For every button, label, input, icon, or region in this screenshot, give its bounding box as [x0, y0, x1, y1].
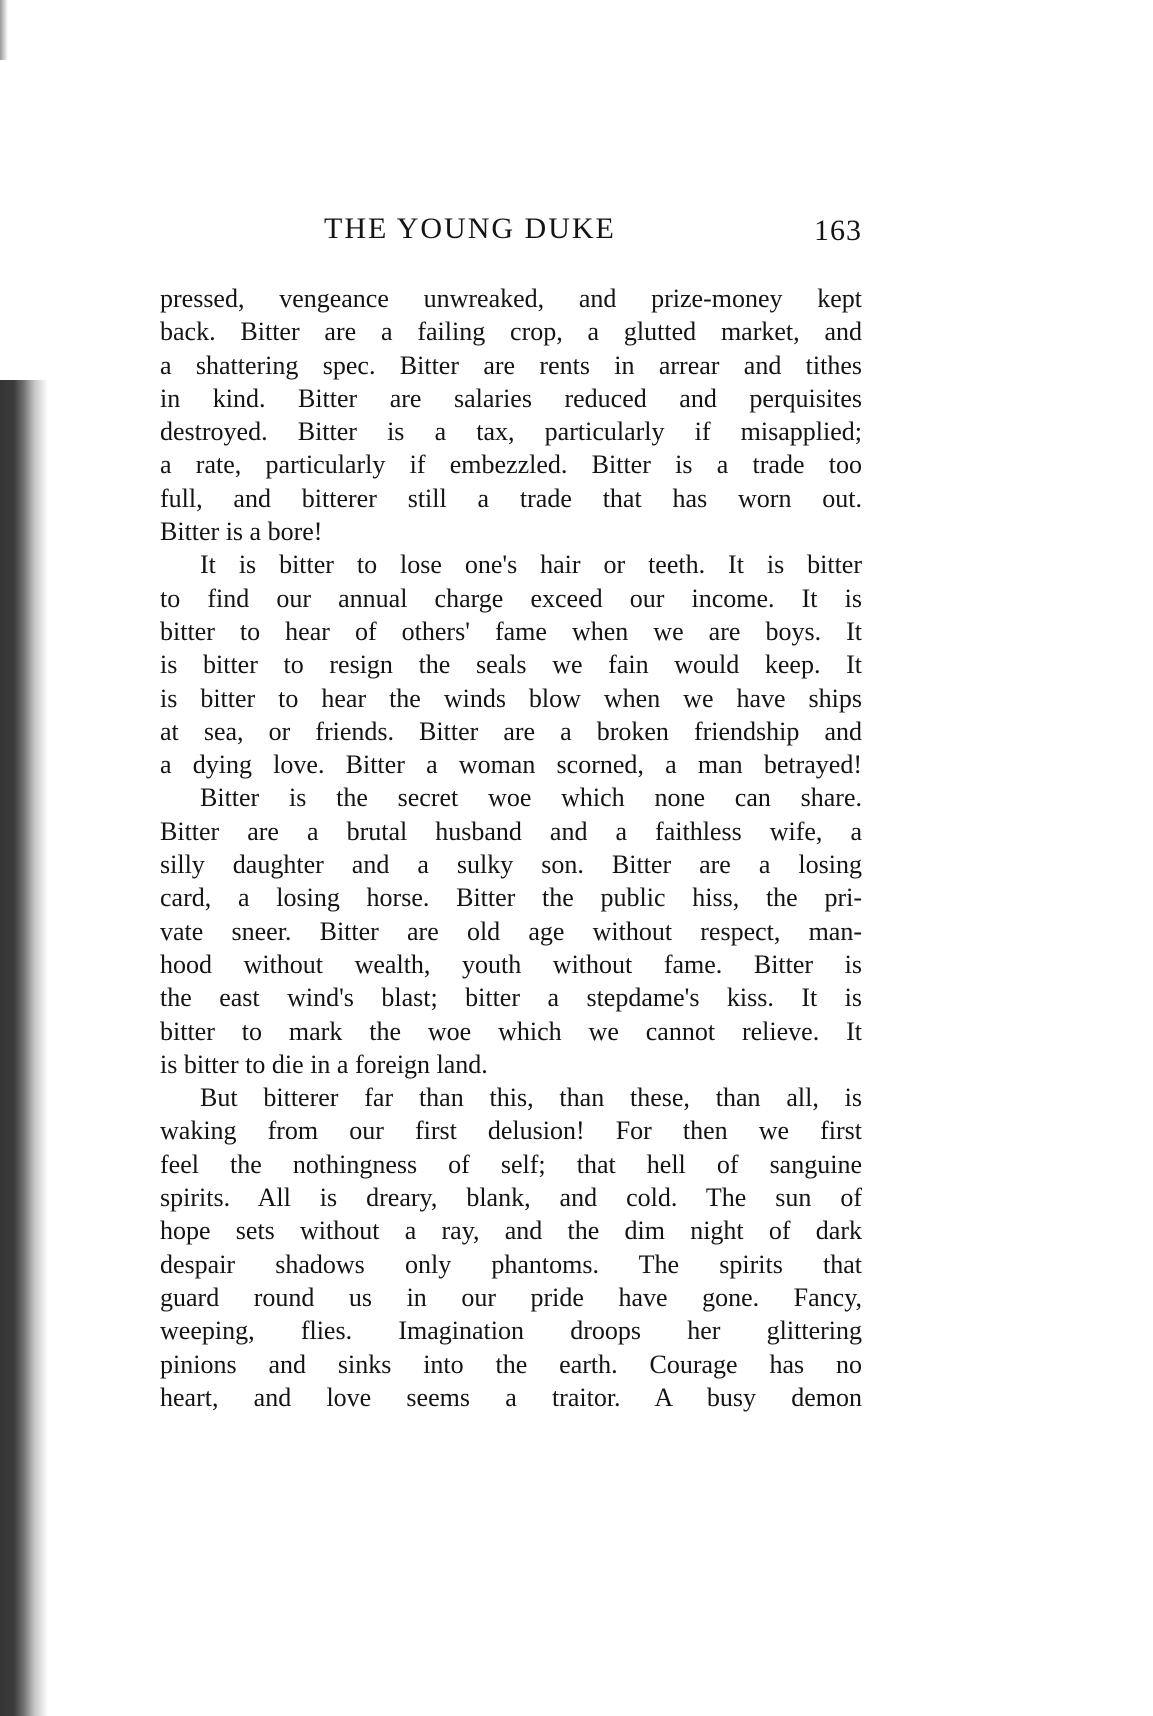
- text-line: Bitter is a bore!: [160, 517, 323, 547]
- text-line: waking from our first delusion! For then we first: [160, 1116, 862, 1146]
- text-line: heart, and love seems a traitor. A busy demon: [160, 1382, 862, 1412]
- text-line: weeping, flies. Imagination droops her glittering: [160, 1316, 862, 1346]
- page-number: 163: [814, 214, 862, 247]
- text-line: a shattering spec. Bitter are rents in arrear and tithes: [160, 350, 862, 380]
- text-line: guard round us in our pride have gone. Fancy,: [160, 1282, 862, 1312]
- text-line: spirits. All is dreary, blank, and cold. The sun of: [160, 1183, 862, 1213]
- text-line: full, and bitterer still a trade that has worn out.: [160, 483, 862, 513]
- text-line: despair shadows only phantoms. The spirits that: [160, 1249, 862, 1279]
- text-line: is bitter to resign the seals we fain would keep. It: [160, 650, 862, 680]
- text-line: to find our annual charge exceed our income. It is: [160, 583, 862, 613]
- text-line: back. Bitter are a failing crop, a glutted market, and: [160, 317, 862, 347]
- text-line: in kind. Bitter are salaries reduced and perquisites: [160, 383, 862, 413]
- text-line: the east wind's blast; bitter a stepdame's kiss. It is: [160, 983, 862, 1013]
- text-line: is bitter to die in a foreign land.: [160, 1049, 488, 1079]
- page-binding-shadow: [0, 380, 48, 1716]
- text-line: a dying love. Bitter a woman scorned, a man betrayed!: [160, 750, 862, 780]
- text-line: hope sets without a ray, and the dim night of dark: [160, 1216, 862, 1246]
- text-line: bitter to hear of others' fame when we are boys. It: [160, 616, 862, 646]
- text-line: hood without wealth, youth without fame. Bitter is: [160, 949, 862, 979]
- text-line: pressed, vengeance unwreaked, and prize-money kept: [160, 284, 862, 313]
- paragraph-start-line: But bitterer far than this, than these, than all, is: [200, 1083, 862, 1113]
- text-line: Bitter are a brutal husband and a faithless wife, a: [160, 816, 862, 846]
- text-line: at sea, or friends. Bitter are a broken friendship and: [160, 716, 862, 746]
- text-line: vate sneer. Bitter are old age without respect, man-: [160, 916, 862, 946]
- paragraph-start-line: It is bitter to lose one's hair or teeth. It is bitter: [200, 550, 862, 580]
- text-line: silly daughter and a sulky son. Bitter are a losing: [160, 850, 862, 880]
- book-title: THE YOUNG DUKE: [324, 212, 616, 245]
- text-line: feel the nothingness of self; that hell of sanguine: [160, 1149, 862, 1179]
- paragraph-start-line: Bitter is the secret woe which none can share.: [200, 783, 862, 813]
- text-line: bitter to mark the woe which we cannot relieve. It: [160, 1016, 862, 1046]
- text-line: card, a losing horse. Bitter the public hiss, the pri-: [160, 883, 862, 913]
- page-corner-mark: [0, 0, 8, 60]
- text-line: is bitter to hear the winds blow when we have ships: [160, 683, 862, 713]
- text-line: a rate, particularly if embezzled. Bitter is a trade too: [160, 450, 862, 480]
- running-head: [160, 212, 878, 252]
- text-line: pinions and sinks into the earth. Courage has no: [160, 1349, 862, 1379]
- body-text: [160, 282, 862, 1414]
- text-line: destroyed. Bitter is a tax, particularly if misapplied;: [160, 417, 862, 447]
